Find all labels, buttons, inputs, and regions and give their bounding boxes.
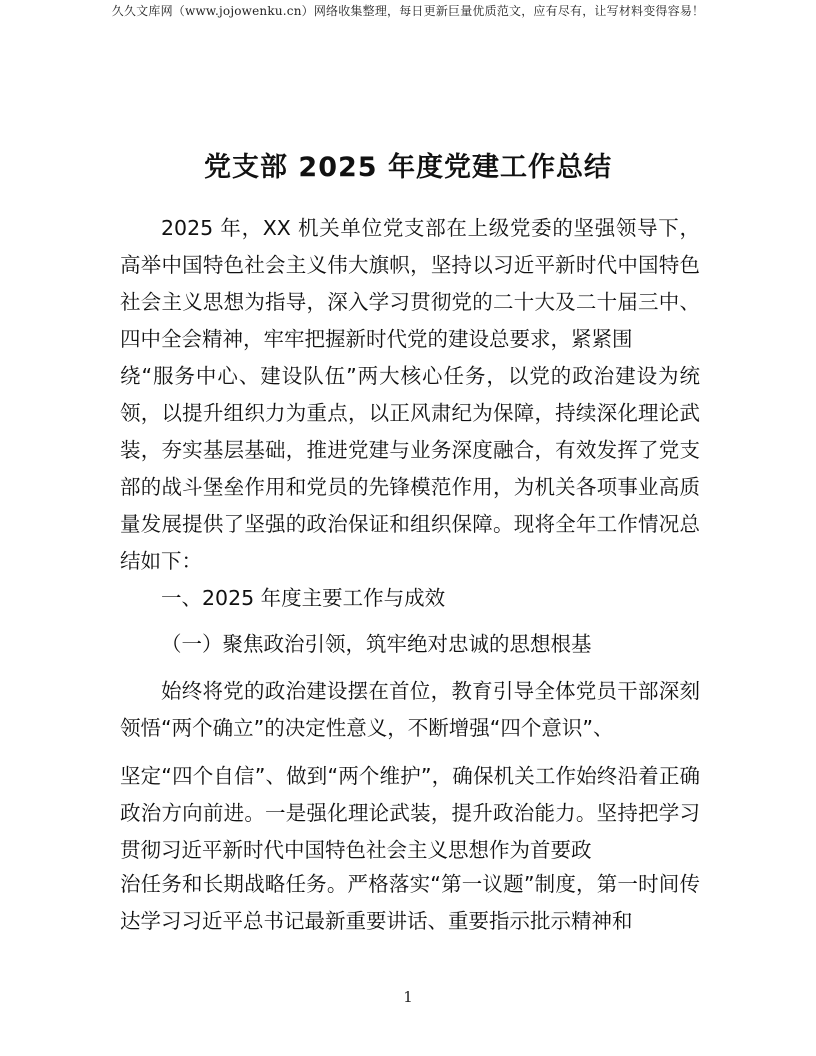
page-title: 党支部 2025 年度党建工作总结 <box>204 152 612 183</box>
page-number: 1 <box>403 988 413 1006</box>
section-heading: 一、2025 年度主要工作与成效 <box>161 586 446 610</box>
body-paragraph-1: 2025 年，XX 机关单位党支部在上级党委的坚强领导下，高举中国特色社会主义伟大旗帜，坚持以习近平新时代中国特色社会主义思想为指导，深入学习贯彻党的二十大及二十届三中、四中全会精神，牢牢把握新时代党的建设总要求，紧紧围 <box>120 216 700 351</box>
page-header: 久久文库网（www.jojowenku.cn）网络收集整理，每日更新巨量优质范文，应有尽有，让写材料变得容易！ <box>111 4 705 18</box>
body-paragraph-2: 绕“服务中心、建设队伍”两大核心任务，以党的政治建设为统领，以提升组织力为重点，以正风肃纪为保障，持续深化理论武装，夯实基层基础，推进党建与业务深度融合，有效发挥了党支部的战斗堡垒作用和党员的先锋模范作用，为机关各项事业高质量发展提供了坚强的政治保证和组织保障。现将全年工作情况总结如下： <box>120 364 700 573</box>
body-paragraph-4: 坚定“四个自信”、做到“两个维护”，确保机关工作始终沿着正确政治方向前进。一是强化理论武装，提升政治能力。坚持把学习贯彻习近平新时代中国特色社会主义思想作为首要政 <box>120 764 700 862</box>
subsection-heading: （一）聚焦政治引领，筑牢绝对忠诚的思想根基 <box>161 632 592 656</box>
body-paragraph-3: 始终将党的政治建设摆在首位，教育引导全体党员干部深刻领悟“两个确立”的决定性意义，不断增强“四个意识”、 <box>120 679 700 740</box>
body-paragraph-5: 治任务和长期战略任务。严格落实“第一议题”制度，第一时间传达学习习近平总书记最新重要讲话、重要指示批示精神和 <box>120 872 700 933</box>
